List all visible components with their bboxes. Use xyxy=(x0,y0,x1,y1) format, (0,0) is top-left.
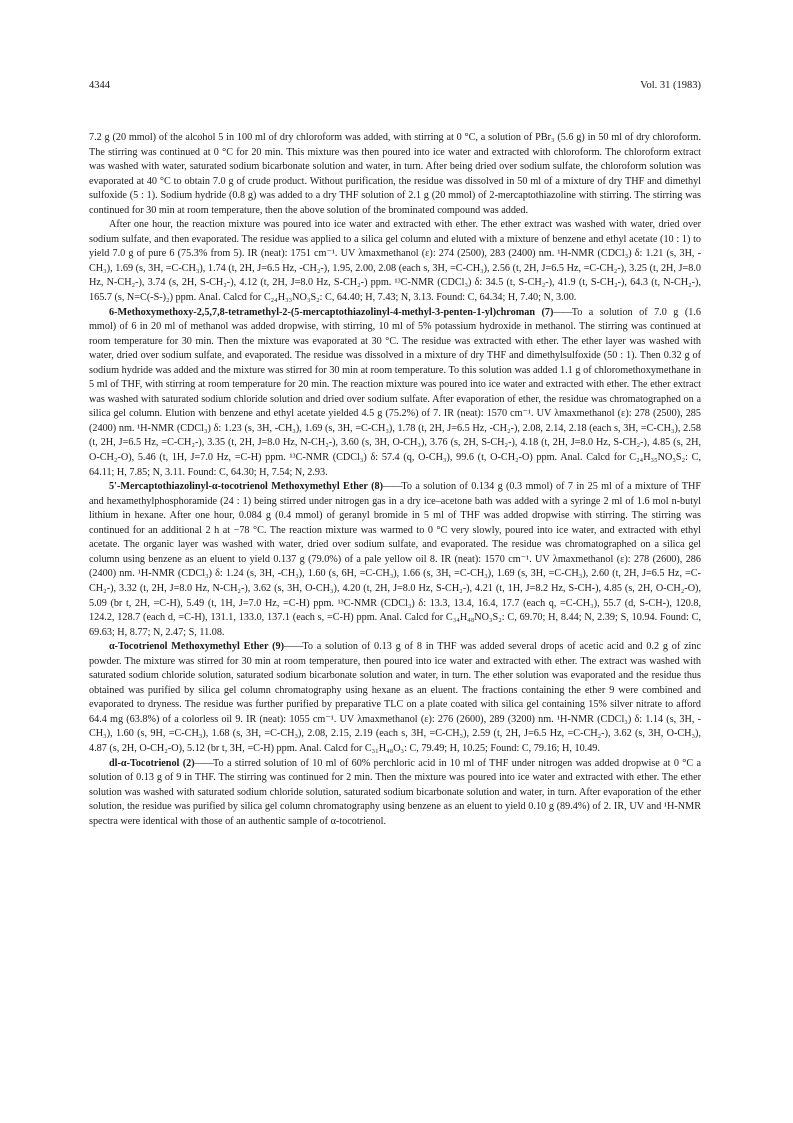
paragraph-2-text: After one hour, the reaction mixture was poured into ice water and extracted with ether. The ether extract was washed with water, dried over sodium sulfate, and then evaporated. The residue was applied to a silica gel column and eluted with a mixture of benzene and ethyl acetate (10 : 1) to yield 7.0 g of pure 6 (75.3% from 5). IR (neat): 1751 cm⁻¹. UV λmaxmethanol (ε): 274 (2500), 283 (2400) nm. ¹H-NMR (CDCl₃) δ: 1.21 (s, 3H, -CH₃), 1.69 (s, 3H, =C-CH₃), 1.74 (t, 2H, J=6.5 Hz, -CH₂-), 1.95, 2.00, 2.08 (each s, 3H, =C-CH₃), 2.56 (t, 2H, J=6.5 Hz, =C-CH₂-), 3.25 (t, 2H, J=8.0 Hz, N-CH₂-), 3.74 (s, 2H, S-CH₂-), 4.12 (t, 2H, J=8.0 Hz, S-CH₂-) ppm. ¹³C-NMR (CDCl₃) δ: 34.5 (t, S-CH₂-), 41.9 (t, S-CH₂-), 64.3 (t, N-CH₂-), 165.7 (s, N=C(-S-)₂) ppm. Anal. Calcd for C₂₄H₃₃NO₃S₂: C, 64.40; H, 7.43; N, 3.13. Found: C, 64.34; H, 7.40; N, 3.00. xyxy=(89,219,701,304)
compound-7-heading: 6-Methoxymethoxy-2,5,7,8-tetramethyl-2-(5-mercaptothiazolinyl-4-methyl-3-penten-1-yl)chroman (7) xyxy=(109,306,554,318)
paragraph-4-text: To a solution of 0.134 g (0.3 mmol) of 7 in 25 ml of a mixture of THF and hexamethylphosphoramide (24 : 1) being stirred under nitrogen gas in a dry ice–acetone bath was added with a syringe 2 ml of 1.6 mol n-butyl lithium in hexane. After one hour, 0.084 g (0.4 mmol) of geranyl bromide in 5 ml of THF was added dropwise with stirring. The stirring was continued for an additional 2 h at −78 °C. The reaction mixture was warmed to 0 °C very slowly, poured into ice water, and extracted with ethyl acetate. The organic layer was washed with water, dried over sodium sulfate, and evaporated. The residue was chromatographed on a silica gel column using benzene as an eluent to yield 0.137 g (79.0%) of a pale yellow oil 8. IR (neat): 1570 cm⁻¹. UV λmaxmethanol (ε): 278 (2600), 286 (2400) nm. ¹H-NMR (CDCl₃) δ: 1.24 (s, 3H, -CH₃), 1.60 (s, 6H, =C-CH₃), 1.66 (s, 3H, =C-CH₃), 1.69 (s, 3H, =C-CH₃), 2.60 (t, 2H, J=6.5 Hz, =C-CH₂-), 3.32 (t, 2H, J=8.0 Hz, N-CH₂-), 3.62 (s, 3H, O-CH₃), 4.20 (t, 2H, J=8.0 Hz, S-CH₂-), 4.21 (t, 1H, J=8.2 Hz, S-CH-), 4.85 (s, 2H, O-CH₂-O), 5.09 (br t, 2H, =C-H), 5.49 (t, 1H, J=7.0 Hz, =C-H) ppm. ¹³C-NMR (CDCl₃) δ: 13.3, 13.4, 16.4, 17.7 (each q, =C-CH₃), 55.7 (d, S-CH-), 120.8, 124.2, 128.7 (each d, =C-H), 131.1, 133.0, 137.1 (each s, =C-H) ppm. Anal. Calcd for C₃₄H₄₈NO₃S₂: C, 69.70; H, 8.44; N, 2.39; S, 10.94. Found: C, 69.63; H, 8.77; N, 2.47; S, 11.08. xyxy=(89,481,701,638)
article-body xyxy=(89,131,701,829)
page-header xyxy=(89,80,701,91)
paragraph-1-text: 7.2 g (20 mmol) of the alcohol 5 in 100 ml of dry chloroform was added, with stirring at 0 °C, a solution of PBr₃ (5.6 g) in 50 ml of dry chloroform. The stirring was continued at 0 °C for 20 min. This mixture was then poured into ice water and extracted with chloroform. The chloroform extract was washed with water, saturated sodium bicarbonate solution and water, in turn. After being dried over sodium sulfate, the chloroform solution was evaporated at 40 °C to obtain 7.0 g of crude product. Without purification, the residue was dissolved in 50 ml of a mixture of dry THF and dimethyl sulfoxide (5 : 1). Sodium hydride (0.8 g) was added to a dry THF solution of 2.1 g (20 mmol) of 2-mercaptothiazoline with stirring. The stirring was continued for 30 min at room temperature, then the above solution of the brominated compound was added. xyxy=(89,132,701,216)
compound-2-heading: dl-α-Tocotrienol (2) xyxy=(109,757,195,769)
page-number: 4344 xyxy=(89,80,110,91)
journal-volume: Vol. 31 (1983) xyxy=(640,80,701,91)
paragraph-5: α-Tocotrienol Methoxymethyl Ether (9)——To a solution of 0.13 g of 8 in THF was added several drops of acetic acid and 0.2 g of zinc powder. The mixture was stirred for 30 min at room temperature, then poured into ice water and extracted with ether. The extract was washed with saturated sodium chloride solution, saturated sodium bicarbonate solution and water, in turn. The ether solution was evaporated and the residue thus obtained was purified by silica gel column chromatography using hexane as an eluent. The fractions containing the ether 9 were combined and evaporated to dryness. The residue was further purified by preparative TLC on a plate coated with silica gel containing 15% silver nitrate to afford 64.4 mg (63.8%) of a colorless oil 9. IR (neat): 1055 cm⁻¹. UV λmaxmethanol (ε): 276 (2600), 289 (3200) nm. ¹H-NMR (CDCl₃) δ: 1.14 (s, 3H, -CH₃), 1.60 (s, 9H, =C-CH₃), 1.68 (s, 3H, =C-CH₃), 2.08, 2.15, 2.19 (each s, 3H, =C-CH₃), 2.59 (t, 2H, J=6.5 Hz, =C-CH₂-), 3.62 (s, 3H, O-CH₃), 4.87 (s, 2H, O-CH₂-O), 5.12 (br t, 3H, =C-H) ppm. Anal. Calcd for C₃₁H₄₈O₃: C, 79.49; H, 10.25; Found: C, 79.16; H, 10.49. xyxy=(89,641,702,754)
paragraph-5-text: To a solution of 0.13 g of 8 in THF was added several drops of acetic acid and 0.2 g of zinc powder. The mixture was stirred for 30 min at room temperature, then poured into ice water and extracted with ether. The extract was washed with saturated sodium chloride solution, saturated sodium bicarbonate solution and water, in turn. The ether solution was evaporated and the residue thus obtained was purified by silica gel column chromatography using hexane as an eluent. The fractions containing the ether 9 were combined and evaporated to dryness. The residue was further purified by preparative TLC on a plate coated with silica gel containing 15% silver nitrate to afford 64.4 mg (63.8%) of a colorless oil 9. IR (neat): 1055 cm⁻¹. UV λmaxmethanol (ε): 276 (2600), 289 (3200) nm. ¹H-NMR (CDCl₃) δ: 1.14 (s, 3H, -CH₃), 1.60 (s, 9H, =C-CH₃), 1.68 (s, 3H, =C-CH₃), 2.08, 2.15, 2.19 (each s, 3H, =C-CH₃), 2.59 (t, 2H, J=6.5 Hz, =C-CH₂-), 3.62 (s, 3H, O-CH₃), 4.87 (s, 2H, O-CH₂-O), 5.12 (br t, 3H, =C-H) ppm. Anal. Calcd for C₃₁H₄₈O₃: C, 79.49; H, 10.25; Found: C, 79.16; H, 10.49. xyxy=(89,641,702,754)
paragraph-3: 6-Methoxymethoxy-2,5,7,8-tetramethyl-2-(5-mercaptothiazolinyl-4-methyl-3-penten-1-yl)chroman (7)——To a solution of 7.0 g (1.6 mmol) of 6 in 20 ml of methanol was added dropwise, with stirring, 10 ml of 5% potassium hydroxide in methanol. The stirring was continued at room temperature for 30 min. Then the mixture was evaporated at 30 °C. The residue was extracted with ether. The ether layer was washed with water, dried over sodium sulfate, and evaporated. The residue was dissolved in a mixture of dry THF and dimethylsulfoxide (50 : 1). Then 0.32 g of sodium hydride was added and the mixture was stirred for 30 min at room temperature. To this solution was added 1.1 g of chloromethoxymethane in 5 ml of THF, with stirring at room temperature for 20 min. The reaction mixture was poured into ice water and extracted with ether. The ether extract was washed with saturated sodium chloride solution and dried over sodium sulfate. After evaporation of ether, the residue was chromatographed on a silica gel column. Elution with benzene and ethyl acetate yielded 4.5 g (75.2%) of 7. IR (neat): 1570 cm⁻¹. UV λmaxmethanol (ε): 278 (2500), 285 (2400) nm. ¹H-NMR (CDCl₃) δ: 1.23 (s, 3H, -CH₃), 1.69 (s, 3H, =C-CH₃), 1.78 (t, 2H, J=6.5 Hz, -CH₂-), 2.08, 2.14, 2.18 (each s, 3H, =C-CH₃), 2.58 (t, 2H, J=6.5 Hz, =C-CH₂-), 3.35 (t, 2H, J=8.0 Hz, N-CH₂-), 3.60 (s, 3H, O-CH₃), 3.76 (s, 2H, S-CH₂-), 4.18 (t, 2H, J=8.0 Hz, S-CH₂-), 4.85 (s, 2H, O-CH₂-O), 5.46 (t, 1H, J=7.0 Hz, =C-H) ppm. ¹³C-NMR (CDCl₃) δ: 57.4 (q, O-CH₃), 99.6 (t, O-CH₂-O) ppm. Anal. Calcd for C₂₄H₃₅NO₃S₂: C, 64.11; H, 7.85; N, 3.11. Found: C, 64.30; H, 7.54; N, 2.93. xyxy=(89,306,701,478)
compound-9-heading: α-Tocotrienol Methoxymethyl Ether (9) xyxy=(109,641,284,653)
paragraph-3-text: To a solution of 7.0 g (1.6 mmol) of 6 in 20 ml of methanol was added dropwise, with stirring, 10 ml of 5% potassium hydroxide in methanol. The stirring was continued at room temperature for 30 min. Then the mixture was evaporated at 30 °C. The residue was extracted with ether. The ether layer was washed with water, dried over sodium sulfate, and evaporated. The residue was dissolved in a mixture of dry THF and dimethylsulfoxide (50 : 1). Then 0.32 g of sodium hydride was added and the mixture was stirred for 30 min at room temperature. To this solution was added 1.1 g of chloromethoxymethane in 5 ml of THF, with stirring at room temperature for 20 min. The reaction mixture was poured into ice water and extracted with ether. The ether extract was washed with saturated sodium chloride solution and dried over sodium sulfate. After evaporation of ether, the residue was chromatographed on a silica gel column. Elution with benzene and ethyl acetate yielded 4.5 g (75.2%) of 7. IR (neat): 1570 cm⁻¹. UV λmaxmethanol (ε): 278 (2500), 285 (2400) nm. ¹H-NMR (CDCl₃) δ: 1.23 (s, 3H, -CH₃), 1.69 (s, 3H, =C-CH₃), 1.78 (t, 2H, J=6.5 Hz, -CH₂-), 2.08, 2.14, 2.18 (each s, 3H, =C-CH₃), 2.58 (t, 2H, J=6.5 Hz, =C-CH₂-), 3.35 (t, 2H, J=8.0 Hz, N-CH₂-), 3.60 (s, 3H, O-CH₃), 3.76 (s, 2H, S-CH₂-), 4.18 (t, 2H, J=8.0 Hz, S-CH₂-), 4.85 (s, 2H, O-CH₂-O), 5.46 (t, 1H, J=7.0 Hz, =C-H) ppm. ¹³C-NMR (CDCl₃) δ: 57.4 (q, O-CH₃), 99.6 (t, O-CH₂-O) ppm. Anal. Calcd for C₂₄H₃₅NO₃S₂: C, 64.11; H, 7.85; N, 3.11. Found: C, 64.30; H, 7.54; N, 2.93. xyxy=(89,306,701,478)
paragraph-2 xyxy=(89,218,701,305)
paragraph-6: dl-α-Tocotrienol (2)——To a stirred solution of 10 ml of 60% perchloric acid in 10 ml of THF under nitrogen was added dropwise at 0 °C a solution of 0.13 g of 9 in THF. The stirring was continued for 2 min. Then the mixture was poured into ice water and extracted with ether. The ether solution was washed with saturated sodium chloride solution, saturated sodium bicarbonate solution and water, in turn. After evaporation of the ether solution, the residue was purified by silica gel column chromatography using benzene as an eluent to yield 0.10 g (89.4%) of 2. IR, UV and ¹H-NMR spectra were identical with those of an authentic sample of α-tocotrienol. xyxy=(89,757,701,827)
paragraph-1 xyxy=(89,131,701,218)
paragraph-4: 5′-Mercaptothiazolinyl-α-tocotrienol Methoxymethyl Ether (8)——To a solution of 0.134 g (0.3 mmol) of 7 in 25 ml of a mixture of THF and hexamethylphosphoramide (24 : 1) being stirred under nitrogen gas in a dry ice–acetone bath was added with a syringe 2 ml of 1.6 mol n-butyl lithium in hexane. After one hour, 0.084 g (0.4 mmol) of geranyl bromide in 5 ml of THF was added dropwise with stirring. The stirring was continued for an additional 2 h at −78 °C. The reaction mixture was warmed to 0 °C very slowly, poured into ice water, and extracted with ethyl acetate. The organic layer was washed with water, dried over sodium sulfate, and evaporated. The residue was chromatographed on a silica gel column using benzene as an eluent to yield 0.137 g (79.0%) of a pale yellow oil 8. IR (neat): 1570 cm⁻¹. UV λmaxmethanol (ε): 278 (2600), 286 (2400) nm. ¹H-NMR (CDCl₃) δ: 1.24 (s, 3H, -CH₃), 1.60 (s, 6H, =C-CH₃), 1.66 (s, 3H, =C-CH₃), 1.69 (s, 3H, =C-CH₃), 2.60 (t, 2H, J=6.5 Hz, =C-CH₂-), 3.32 (t, 2H, J=8.0 Hz, N-CH₂-), 3.62 (s, 3H, O-CH₃), 4.20 (t, 2H, J=8.0 Hz, S-CH₂-), 4.21 (t, 1H, J=8.2 Hz, S-CH-), 4.85 (s, 2H, O-CH₂-O), 5.09 (br t, 2H, =C-H), 5.49 (t, 1H, J=7.0 Hz, =C-H) ppm. ¹³C-NMR (CDCl₃) δ: 13.3, 13.4, 16.4, 17.7 (each q, =C-CH₃), 55.7 (d, S-CH-), 120.8, 124.2, 128.7 (each d, =C-H), 131.1, 133.0, 137.1 (each s, =C-H) ppm. Anal. Calcd for C₃₄H₄₈NO₃S₂: C, 69.70; H, 8.44; N, 2.39; S, 10.94. Found: C, 69.63; H, 8.77; N, 2.47; S, 11.08. xyxy=(89,481,701,638)
compound-8-heading: 5′-Mercaptothiazolinyl-α-tocotrienol Methoxymethyl Ether (8) xyxy=(109,481,384,493)
paragraph-6-text: To a stirred solution of 10 ml of 60% perchloric acid in 10 ml of THF under nitrogen was added dropwise at 0 °C a solution of 0.13 g of 9 in THF. The stirring was continued for 2 min. Then the mixture was poured into ice water and extracted with ether. The ether solution was washed with saturated sodium chloride solution, saturated sodium bicarbonate solution and water, in turn. After evaporation of the ether solution, the residue was purified by silica gel column chromatography using benzene as an eluent to yield 0.10 g (89.4%) of 2. IR, UV and ¹H-NMR spectra were identical with those of an authentic sample of α-tocotrienol. xyxy=(89,757,701,827)
